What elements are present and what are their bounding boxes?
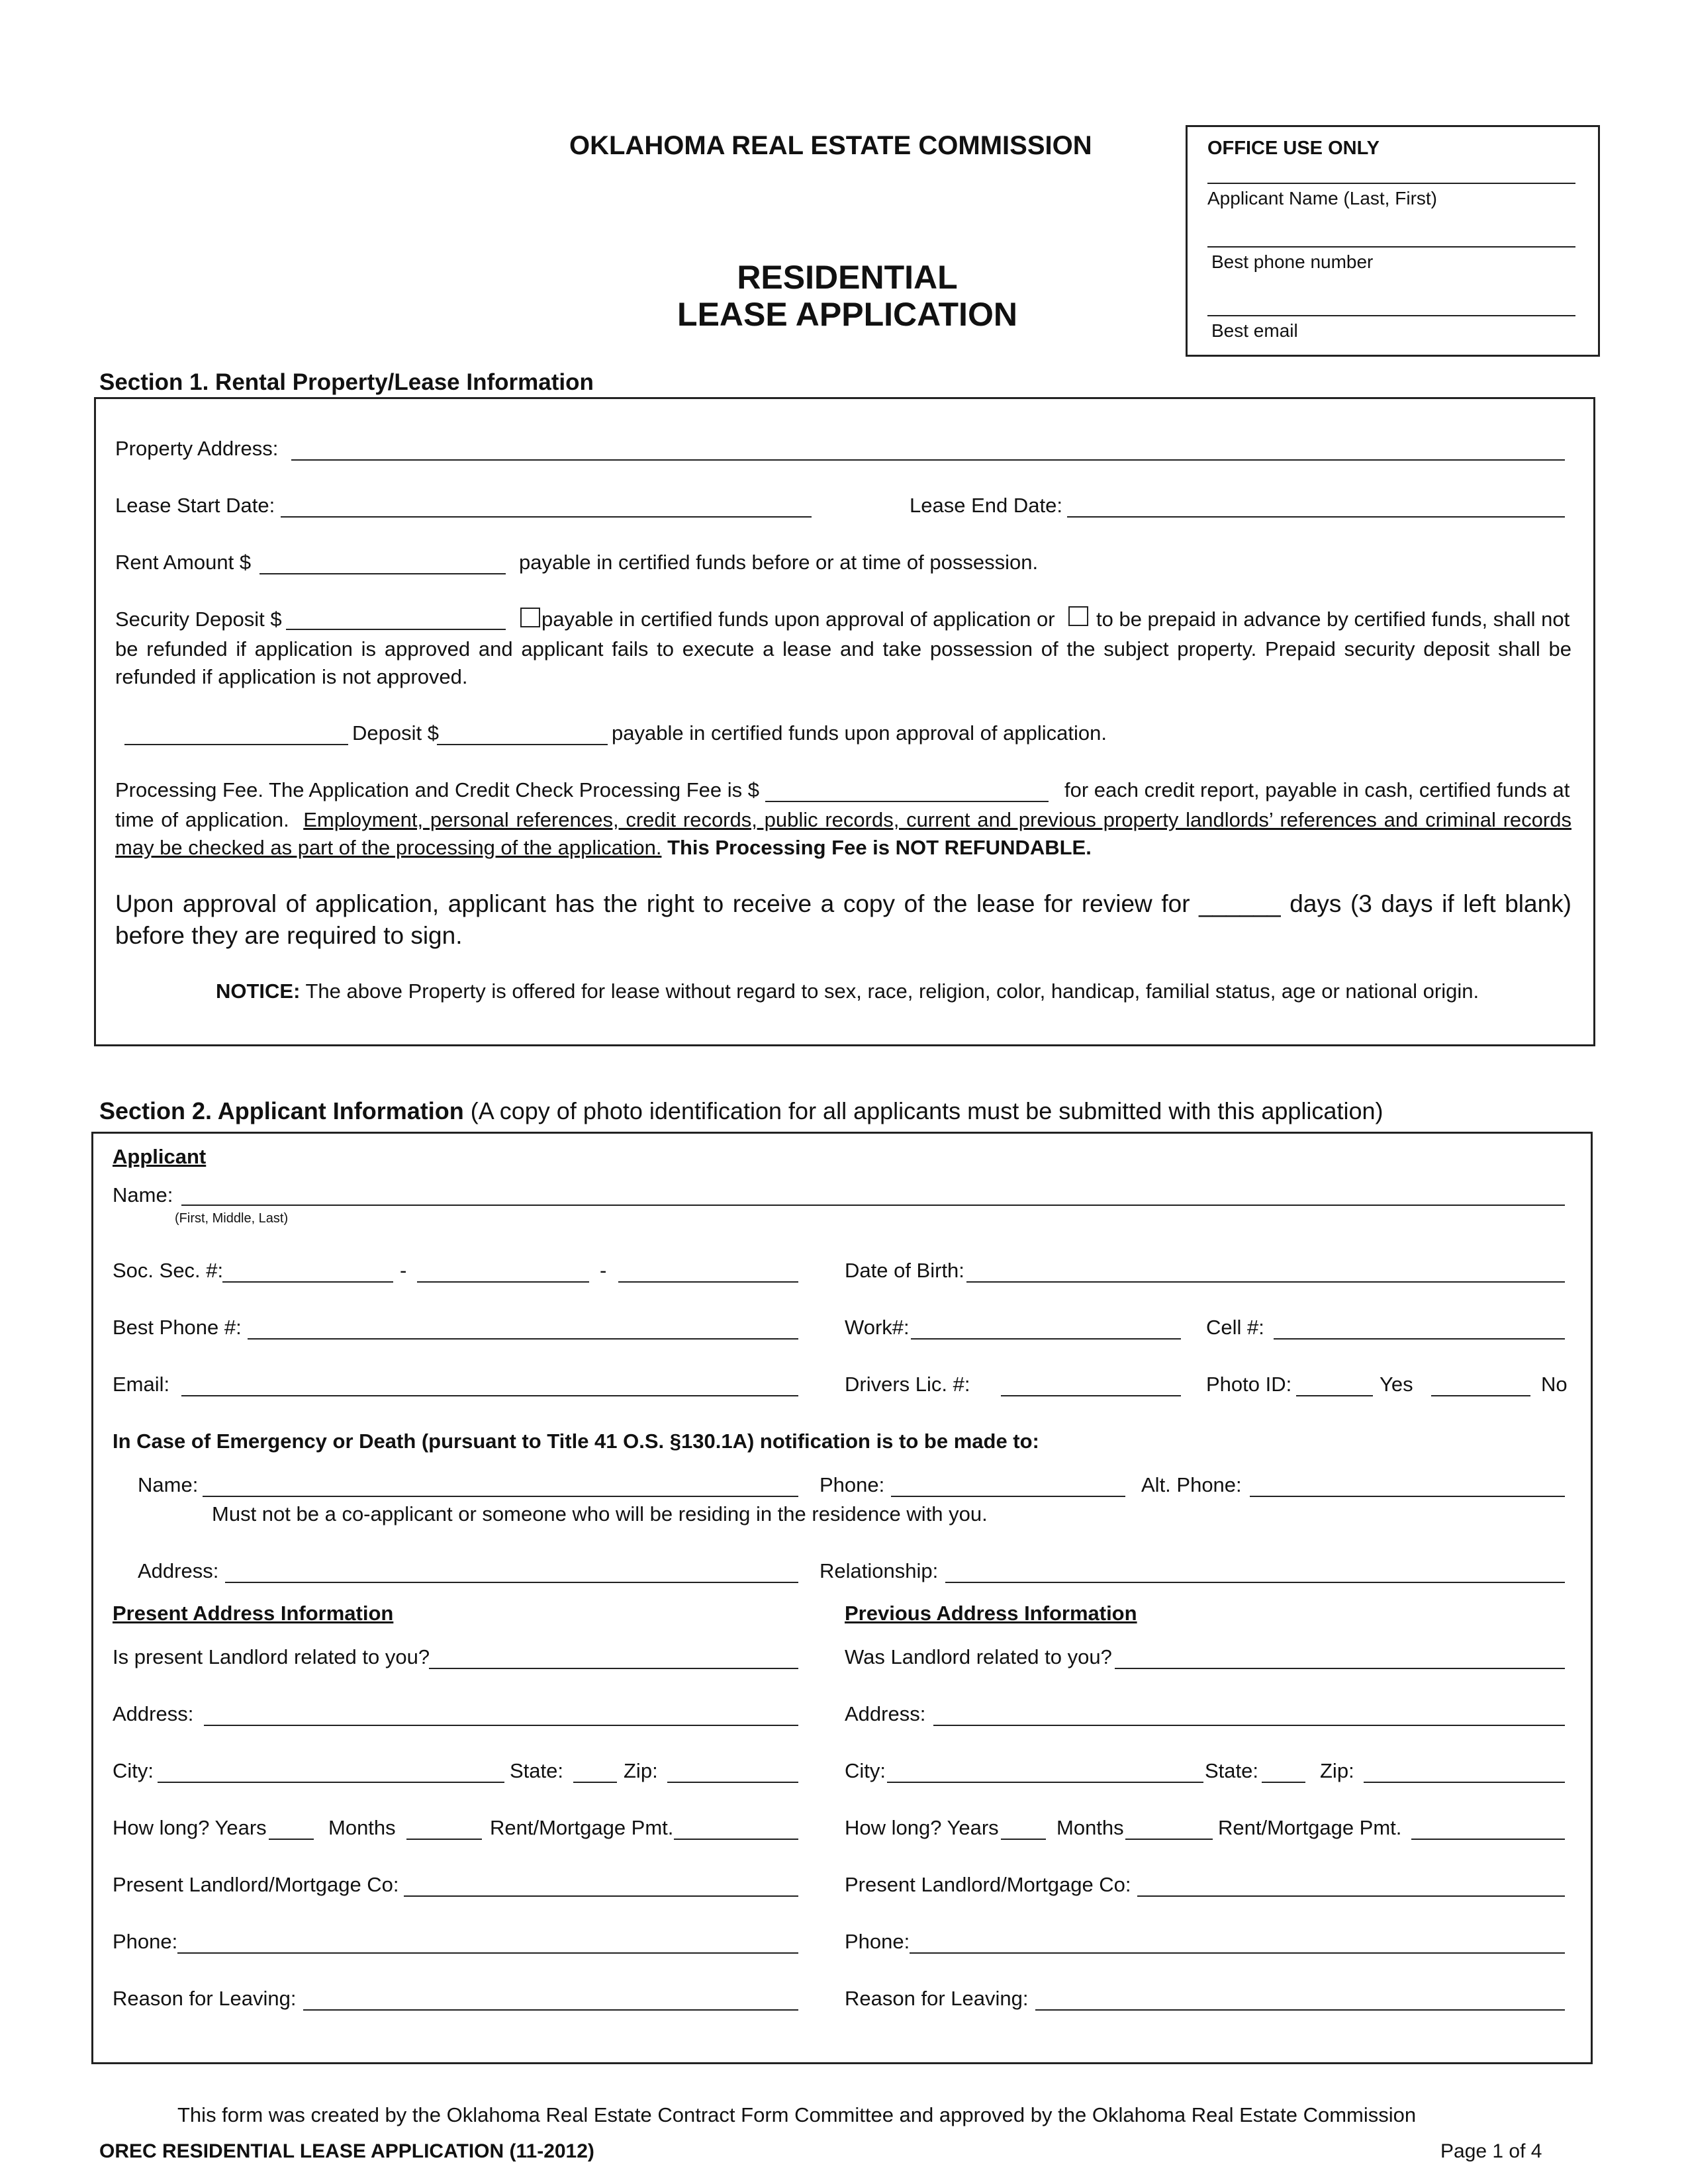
present-state-label: State:: [510, 1759, 563, 1782]
processing-fee-terms: [115, 806, 1571, 862]
present-address-field[interactable]: [204, 1725, 798, 1726]
email-label: Email:: [113, 1373, 170, 1396]
previous-phone-label: Phone:: [845, 1930, 910, 1953]
emergency-phone-field[interactable]: [891, 1496, 1125, 1497]
notice-label: NOTICE:: [216, 979, 301, 1003]
processing-fee-field[interactable]: [765, 801, 1049, 802]
previous-address-heading: Previous Address Information: [845, 1602, 1137, 1625]
office-best-phone-label: Best phone number: [1211, 251, 1374, 272]
previous-reason-label: Reason for Leaving:: [845, 1987, 1029, 2010]
previous-zip-field[interactable]: [1364, 1782, 1565, 1783]
dob-field[interactable]: [966, 1281, 1565, 1283]
previous-address-field[interactable]: [933, 1725, 1565, 1726]
emergency-phone-label: Phone:: [820, 1473, 885, 1496]
footer-page-number: Page 1 of 4: [1440, 2140, 1542, 2162]
section2-heading-title: Section 2. Applicant Information: [99, 1097, 464, 1124]
present-reason-label: Reason for Leaving:: [113, 1987, 297, 2010]
applicant-heading: Applicant: [113, 1145, 207, 1168]
present-zip-field[interactable]: [667, 1782, 798, 1783]
office-applicant-name-field[interactable]: [1207, 183, 1575, 184]
office-use-heading: OFFICE USE ONLY: [1207, 138, 1380, 159]
office-best-email-label: Best email: [1211, 320, 1298, 341]
previous-state-field[interactable]: [1262, 1782, 1305, 1783]
emergency-relationship-field[interactable]: [945, 1582, 1565, 1583]
emergency-alt-phone-label: Alt. Phone:: [1141, 1473, 1242, 1496]
present-rent-label: Rent/Mortgage Pmt.: [490, 1816, 674, 1839]
security-payable-checkbox[interactable]: [520, 608, 540, 627]
previous-phone-field[interactable]: [910, 1952, 1565, 1954]
present-phone-field[interactable]: [177, 1952, 798, 1954]
property-address-field[interactable]: [291, 459, 1565, 461]
emergency-note: Must not be a co-applicant or someone who will be residing in the residence with you.: [212, 1502, 988, 1525]
best-phone-label: Best Phone #:: [113, 1316, 242, 1339]
office-applicant-name-label: Applicant Name (Last, First): [1207, 188, 1437, 208]
work-phone-field[interactable]: [911, 1338, 1181, 1340]
lease-start-label: Lease Start Date:: [115, 494, 275, 517]
present-years-field[interactable]: [269, 1839, 314, 1840]
ssn-part3-field[interactable]: [618, 1281, 798, 1283]
security-deposit-label: Security Deposit $: [115, 608, 282, 631]
photo-id-yes-label: Yes: [1380, 1373, 1413, 1396]
present-related-label: Is present Landlord related to you?: [113, 1645, 430, 1668]
lease-end-field[interactable]: [1067, 516, 1565, 518]
other-deposit-tail: payable in certified funds upon approval of application.: [612, 721, 1107, 745]
applicant-name-label: Name:: [113, 1183, 173, 1206]
present-how-long-label: How long? Years: [113, 1816, 267, 1839]
cell-phone-field[interactable]: [1274, 1338, 1565, 1340]
security-option1-text: payable in certified funds upon approval of application or: [541, 608, 1055, 631]
processing-checks-text: Employment, personal references, credit records, public records, current and previous property landlords’ references and criminal records may be checked as part of the processing of the application.: [115, 808, 1571, 859]
security-prepaid-checkbox[interactable]: [1068, 606, 1088, 626]
previous-rent-label: Rent/Mortgage Pmt.: [1218, 1816, 1402, 1839]
lease-start-field[interactable]: [281, 516, 812, 518]
emergency-name-field[interactable]: [203, 1496, 798, 1497]
section2-heading-note: (A copy of photo identification for all applicants must be submitted with this application): [470, 1097, 1383, 1124]
photo-id-yes-field[interactable]: [1296, 1395, 1373, 1396]
drivers-lic-label: Drivers Lic. #:: [845, 1373, 970, 1396]
ssn-part2-field[interactable]: [417, 1281, 589, 1283]
footer-note: This form was created by the Oklahoma Real Estate Contract Form Committee and approved by the Oklahoma Real Estate Commission: [177, 2103, 1417, 2126]
ssn-part1-field[interactable]: [222, 1281, 393, 1283]
emergency-relationship-label: Relationship:: [820, 1559, 939, 1582]
previous-city-field[interactable]: [887, 1782, 1203, 1783]
cell-phone-label: Cell #:: [1206, 1316, 1264, 1339]
previous-landlord-field[interactable]: [1137, 1895, 1565, 1897]
applicant-name-hint: (First, Middle, Last): [175, 1211, 289, 1226]
emergency-heading: In Case of Emergency or Death (pursuant to Title 41 O.S. §130.1A) notification is to be made to:: [113, 1430, 1039, 1453]
form-title-line2: LEASE APPLICATION: [677, 296, 1017, 333]
present-zip-label: Zip:: [624, 1759, 658, 1782]
present-phone-label: Phone:: [113, 1930, 178, 1953]
present-state-field[interactable]: [573, 1782, 617, 1783]
rent-amount-label: Rent Amount $: [115, 551, 252, 574]
present-related-field[interactable]: [429, 1668, 798, 1669]
processing-nonrefundable-text: This Processing Fee is NOT REFUNDABLE.: [667, 836, 1092, 859]
property-address-label: Property Address:: [115, 437, 279, 460]
previous-zip-label: Zip:: [1320, 1759, 1354, 1782]
present-address-heading: Present Address Information: [113, 1602, 394, 1625]
other-deposit-type-field[interactable]: [124, 744, 348, 745]
previous-reason-field[interactable]: [1035, 2009, 1565, 2011]
rent-amount-field[interactable]: [259, 573, 506, 574]
processing-lead-text: time of application.: [115, 808, 289, 831]
present-landlord-label: Present Landlord/Mortgage Co:: [113, 1873, 399, 1896]
emergency-address-field[interactable]: [225, 1582, 798, 1583]
emergency-address-label: Address:: [138, 1559, 219, 1582]
present-months-label: Months: [328, 1816, 396, 1839]
previous-state-label: State:: [1205, 1759, 1258, 1782]
previous-months-field[interactable]: [1125, 1839, 1213, 1840]
present-city-label: City:: [113, 1759, 154, 1782]
present-city-field[interactable]: [158, 1782, 504, 1783]
previous-rent-field[interactable]: [1411, 1839, 1565, 1840]
security-option2-text: to be prepaid in advance by certified funds, shall not: [1096, 608, 1570, 631]
previous-how-long-label: How long? Years: [845, 1816, 999, 1839]
section2-box: [91, 1132, 1593, 2064]
photo-id-no-field[interactable]: [1431, 1395, 1530, 1396]
present-reason-field[interactable]: [303, 2009, 798, 2011]
applicant-name-field[interactable]: [181, 1205, 1565, 1206]
lease-end-label: Lease End Date:: [910, 494, 1062, 517]
emergency-name-label: Name:: [138, 1473, 199, 1496]
previous-landlord-label: Present Landlord/Mortgage Co:: [845, 1873, 1131, 1896]
previous-address-label: Address:: [845, 1702, 926, 1725]
previous-months-label: Months: [1056, 1816, 1124, 1839]
other-deposit-amount-field[interactable]: [437, 744, 608, 745]
emergency-alt-phone-field[interactable]: [1250, 1496, 1565, 1497]
section2-heading: [99, 1097, 1383, 1125]
present-landlord-field[interactable]: [404, 1895, 798, 1897]
ssn-dash1: -: [400, 1259, 407, 1282]
notice-text: The above Property is offered for lease without regard to sex, race, religion, color, handicap, familial status, age or national origin.: [305, 979, 1479, 1003]
dob-label: Date of Birth:: [845, 1259, 964, 1282]
photo-id-no-label: No: [1541, 1373, 1568, 1396]
notice-line: [216, 979, 1479, 1003]
previous-related-field[interactable]: [1115, 1668, 1565, 1669]
previous-related-label: Was Landlord related to you?: [845, 1645, 1112, 1668]
present-address-label: Address:: [113, 1702, 194, 1725]
office-best-email-field[interactable]: [1207, 315, 1575, 316]
photo-id-label: Photo ID:: [1206, 1373, 1292, 1396]
present-rent-field[interactable]: [674, 1839, 798, 1840]
email-field[interactable]: [181, 1395, 798, 1396]
previous-years-field[interactable]: [1001, 1839, 1046, 1840]
ssn-dash2: -: [600, 1259, 607, 1282]
office-best-phone-field[interactable]: [1207, 246, 1575, 248]
drivers-lic-field[interactable]: [1001, 1395, 1181, 1396]
security-deposit-field[interactable]: [286, 629, 506, 630]
ssn-label: Soc. Sec. #:: [113, 1259, 224, 1282]
work-phone-label: Work#:: [845, 1316, 910, 1339]
section1-heading: Section 1. Rental Property/Lease Information: [99, 369, 594, 395]
security-deposit-terms: be refunded if application is approved and applicant fails to execute a lease and take possession of the subject property. Prepaid security deposit shall be refunded if application is not approved.: [115, 637, 1571, 688]
processing-fee-label: Processing Fee. The Application and Credit Check Processing Fee is $: [115, 778, 759, 801]
org-name: OKLAHOMA REAL ESTATE COMMISSION: [569, 131, 1092, 160]
present-months-field[interactable]: [406, 1839, 482, 1840]
approval-review-text: Upon approval of application, applicant has the right to receive a copy of the lease for review for ______ days (3 days if left blank) before they are required to sign.: [115, 890, 1571, 949]
rent-amount-tail: payable in certified funds before or at time of possession.: [519, 551, 1039, 574]
footer-form-id: OREC RESIDENTIAL LEASE APPLICATION (11-2012): [99, 2140, 594, 2162]
previous-city-label: City:: [845, 1759, 886, 1782]
best-phone-field[interactable]: [248, 1338, 798, 1340]
form-title-line1: RESIDENTIAL: [737, 259, 958, 296]
processing-fee-tail: for each credit report, payable in cash, certified funds at: [1064, 778, 1570, 801]
other-deposit-label: Deposit $: [352, 721, 439, 745]
